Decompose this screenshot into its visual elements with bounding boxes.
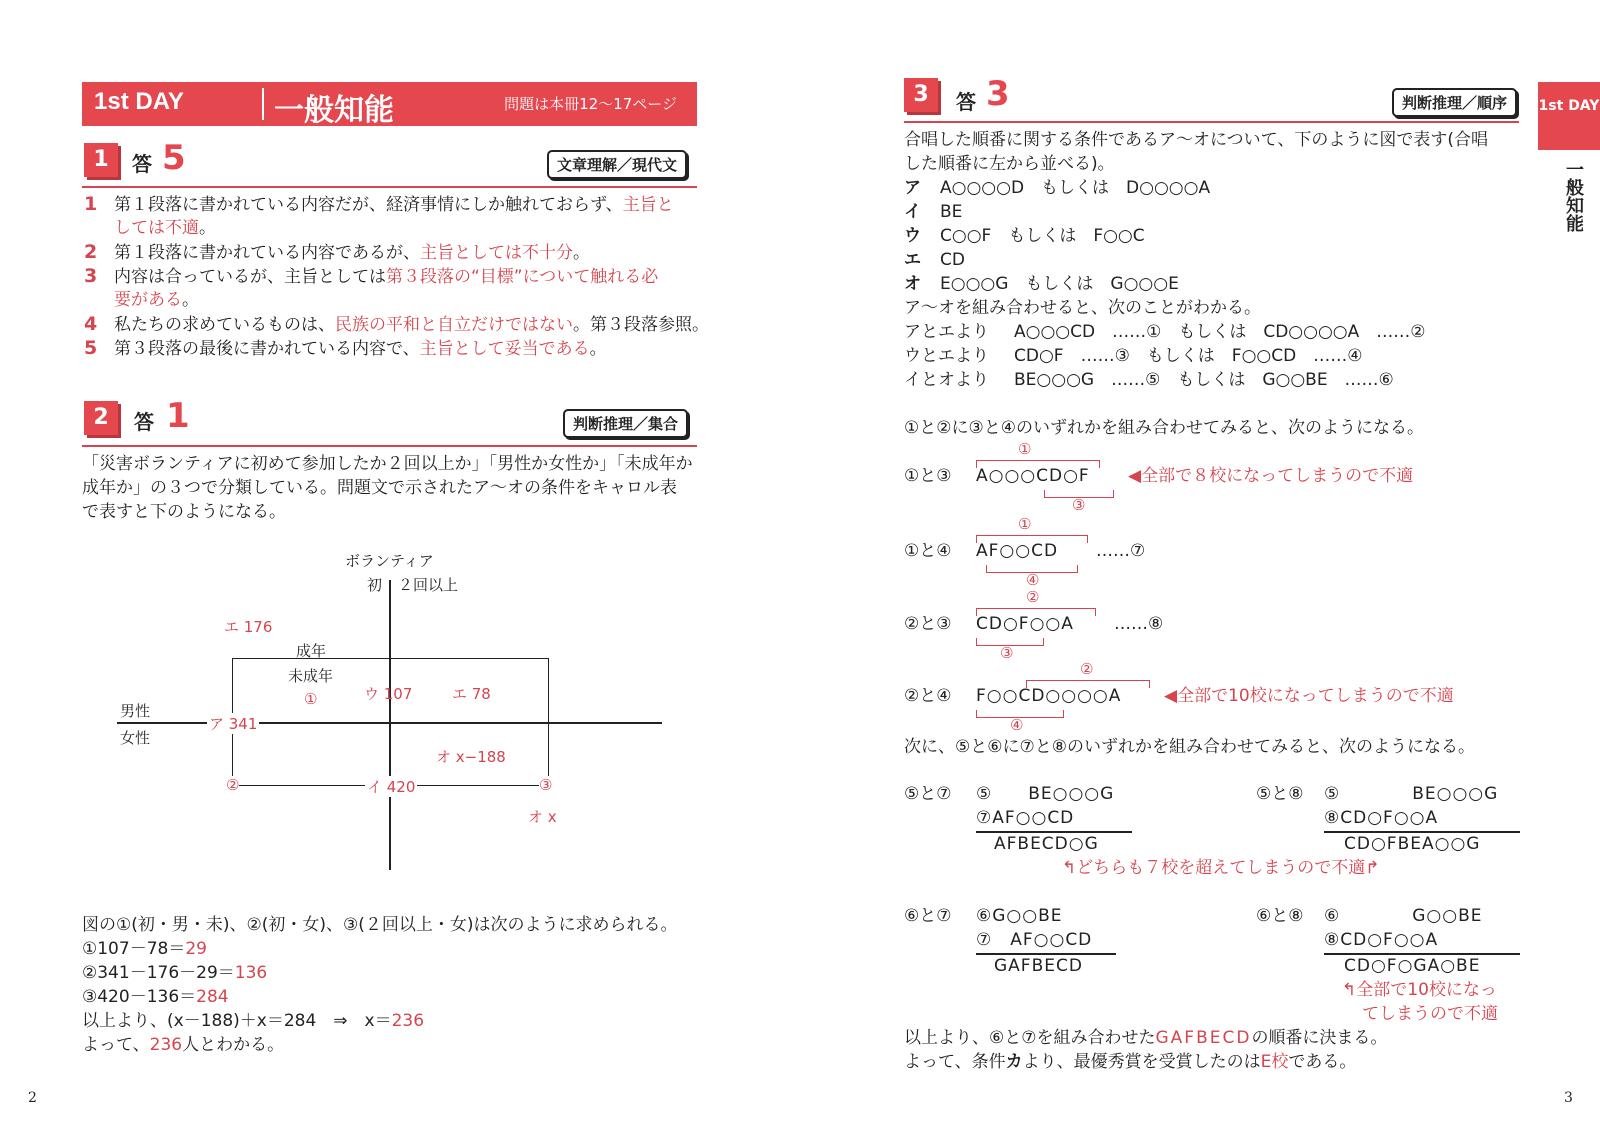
value-circle-3: ③ — [539, 776, 553, 794]
calc-line-1: ①107－78＝29 — [82, 939, 207, 959]
answer-item-3: 3 内容は合っているが、主旨としては第３段落の“目標”について触れる必 — [84, 265, 659, 287]
merge-5-8-result: CD○FBEA○○G — [1344, 834, 1481, 854]
combo-2-4-label: ②と④ — [904, 686, 952, 706]
merge-6-8-label: ⑥と⑧ — [1256, 906, 1304, 926]
calc-line-3: ③420－136＝284 — [82, 987, 229, 1007]
value-e176: エ 176 — [224, 618, 273, 636]
answer-value: 3 — [986, 74, 1010, 114]
question-number-2: 2 — [84, 401, 118, 435]
try-text-1: ①と②に③と④のいずれかを組み合わせてみると、次のようになる。 — [904, 418, 1424, 438]
side-section-title: 一般知能 — [1563, 160, 1584, 232]
section-rule — [82, 445, 697, 447]
merge-6-7-row2: ⑦ AF○○CD — [976, 930, 1093, 950]
label-volunteer: ボランティア — [345, 552, 434, 570]
combine-text: ア～オを組み合わせると、次のことがわかる。 — [904, 298, 1261, 318]
merge-5-7-result: AFBECD○G — [994, 834, 1099, 854]
combo-ue: ウとエより CD○F ……③ もしくは F○○CD ……④ — [904, 346, 1363, 366]
q2-intro-line2: 成年か」の３つで分類している。問題文で示されたア～オの条件をキャロル表 — [82, 478, 677, 498]
merge-6-7-result: GAFBECD — [994, 956, 1083, 976]
answer-value: 1 — [166, 396, 190, 436]
combo-io: イとオより BE○○○G ……⑤ もしくは G○○BE ……⑥ — [904, 370, 1394, 390]
bracket-label-top: ① — [1018, 440, 1032, 458]
page-number-right: 3 — [1564, 1090, 1573, 1106]
note-2-4: ◀全部で10校になってしまうので不適 — [1164, 686, 1454, 706]
condition-e: エ CD — [904, 250, 965, 270]
value-u107: ウ 107 — [364, 685, 413, 703]
q3-intro-line2: した順番に左から並べる)。 — [904, 154, 1115, 174]
label-male: 男性 — [120, 702, 151, 720]
combo-2-3-tail: ……⑧ — [1114, 614, 1164, 634]
day-header-band — [82, 82, 697, 126]
combo-2-4-sequence: F○○CD○○○○A — [976, 686, 1122, 706]
merge-5-8-label: ⑤と⑧ — [1256, 784, 1304, 804]
value-i420: イ 420 — [367, 778, 416, 796]
bracket-label-bottom: ④ — [1010, 716, 1024, 734]
label-first: 初 — [367, 576, 383, 594]
calc-line-4: 以上より、(x－188)＋x＝284 ⇒ x＝236 — [82, 1011, 425, 1031]
label-twice: ２回以上 — [398, 576, 459, 594]
header-divider — [262, 88, 264, 120]
note-6-8-line2: てしまうので不適 — [1362, 1004, 1498, 1024]
merge-5-7-row1: ⑤ BE○○○G — [976, 784, 1115, 804]
bracket-label-bottom: ③ — [1000, 644, 1014, 662]
question-number-3: 3 — [904, 78, 938, 112]
try-text-2: 次に、⑤と⑥に⑦と⑧のいずれかを組み合わせてみると、次のようになる。 — [904, 737, 1475, 757]
answer-label: 答 — [134, 410, 154, 434]
combo-1-4-sequence: AF○○CD — [976, 541, 1059, 561]
merge-6-8-row2: ⑧CD○F○○A — [1324, 930, 1439, 950]
final-line-1: 以上より、⑥と⑦を組み合わせたGAFBECDの順番に決まる。 — [904, 1028, 1388, 1048]
value-ox188: オ x−188 — [436, 748, 506, 766]
condition-a: ア A○○○○D もしくは D○○○○A — [904, 178, 1211, 198]
combo-1-4-tail: ……⑦ — [1096, 541, 1146, 561]
value-a341: ア 341 — [209, 715, 258, 733]
value-circle-2: ② — [226, 776, 240, 794]
combo-2-3-sequence: CD○F○○A — [976, 614, 1074, 634]
answer-label: 答 — [132, 152, 152, 176]
bracket-label-top: ② — [1080, 660, 1094, 678]
combo-1-4-label: ①と④ — [904, 541, 952, 561]
page-number-left: 2 — [28, 1090, 37, 1106]
note-both-over: ↰どちらも７校を超えてしまうので不適↱ — [1062, 858, 1380, 878]
answer-item-1: 1 第１段落に書かれている内容だが、経済事情にしか触れておらず、主旨と — [84, 193, 674, 215]
q2-after-text: 図の①(初・男・未)、②(初・女)、③(２回以上・女)は次のように求められる。 — [82, 915, 678, 935]
combo-2-3-label: ②と③ — [904, 614, 952, 634]
merge-6-8-result: CD○F○GA○BE — [1344, 956, 1481, 976]
topic-tag: 判断推理／集合 — [563, 409, 688, 438]
side-day-tab — [1538, 82, 1600, 150]
section-rule — [904, 121, 1519, 123]
answer-label: 答 — [956, 90, 976, 114]
note-6-8-line1: ↰全部で10校になっ — [1342, 980, 1497, 1000]
merge-6-7-row1: ⑥G○○BE — [976, 906, 1063, 926]
q2-intro-line1: 「災害ボランティアに初めて参加したか２回以上か」「男性か女性か」「未成年か — [82, 454, 693, 474]
final-line-2: よって、条件カより、最優秀賞を受賞したのはE校である。 — [904, 1052, 1357, 1072]
answer-item-4: 4 私たちの求めているものは、民族の平和と自立だけではない。第３段落参照。 — [84, 313, 709, 335]
bracket-label-bottom: ③ — [1072, 496, 1086, 514]
day-label: 1st DAY — [94, 88, 184, 115]
value-e78: エ 78 — [452, 685, 491, 703]
merge-5-8-row2: ⑧CD○F○○A — [1324, 808, 1439, 828]
answer-item-3-cont: 要がある。 — [114, 290, 199, 310]
label-minor: 未成年 — [288, 667, 334, 685]
bracket-label-bottom: ④ — [1026, 571, 1040, 589]
value-ox: オ x — [528, 808, 557, 826]
combo-1-3-label: ①と③ — [904, 466, 952, 486]
side-day-label: 1st DAY — [1538, 98, 1600, 114]
q2-intro-line3: で表すと下のようになる。 — [82, 502, 286, 522]
note-1-3: ◀全部で８校になってしまうので不適 — [1128, 466, 1414, 486]
bracket-label-top: ① — [1018, 515, 1032, 533]
label-adult: 成年 — [296, 642, 327, 660]
condition-i: イ BE — [904, 202, 963, 222]
answer-item-2: 2 第１段落に書かれている内容であるが、主旨としては不十分。 — [84, 241, 590, 263]
combo-ae: アとエより A○○○CD ……① もしくは CD○○○○A ……② — [904, 322, 1426, 342]
condition-u: ウ C○○F もしくは F○○C — [904, 226, 1145, 246]
section-rule — [82, 186, 697, 188]
answer-value: 5 — [162, 138, 186, 178]
section-title: 一般知能 — [274, 93, 394, 128]
merge-5-8-row1: ⑤ BE○○○G — [1324, 784, 1499, 804]
question-number-1: 1 — [84, 143, 118, 177]
calc-line-2: ②341－176－29＝136 — [82, 963, 268, 983]
label-female: 女性 — [120, 729, 151, 747]
merge-6-8-row1: ⑥ G○○BE — [1324, 906, 1483, 926]
topic-tag: 文章理解／現代文 — [547, 150, 687, 179]
page-reference: 問題は本冊12～17ページ — [504, 95, 677, 113]
merge-5-7-row2: ⑦AF○○CD — [976, 808, 1075, 828]
q3-intro-line1: 合唱した順番に関する条件であるア～オについて、下のように図で表す(合唱 — [904, 130, 1488, 150]
bracket-label-top: ② — [1026, 588, 1040, 606]
topic-tag: 判断推理／順序 — [1392, 88, 1517, 117]
answer-item-1-cont: しては不適。 — [114, 218, 216, 238]
q2-conclusion: よって、236人とわかる。 — [82, 1035, 285, 1055]
merge-5-7-label: ⑤と⑦ — [904, 784, 952, 804]
merge-6-7-label: ⑥と⑦ — [904, 906, 952, 926]
condition-o: オ E○○○G もしくは G○○○E — [904, 274, 1179, 294]
answer-item-5: 5 第３段落の最後に書かれている内容で、主旨として妥当である。 — [84, 337, 607, 359]
combo-1-3-sequence: A○○○CD○F — [976, 466, 1090, 486]
value-circle-1: ① — [304, 690, 318, 708]
